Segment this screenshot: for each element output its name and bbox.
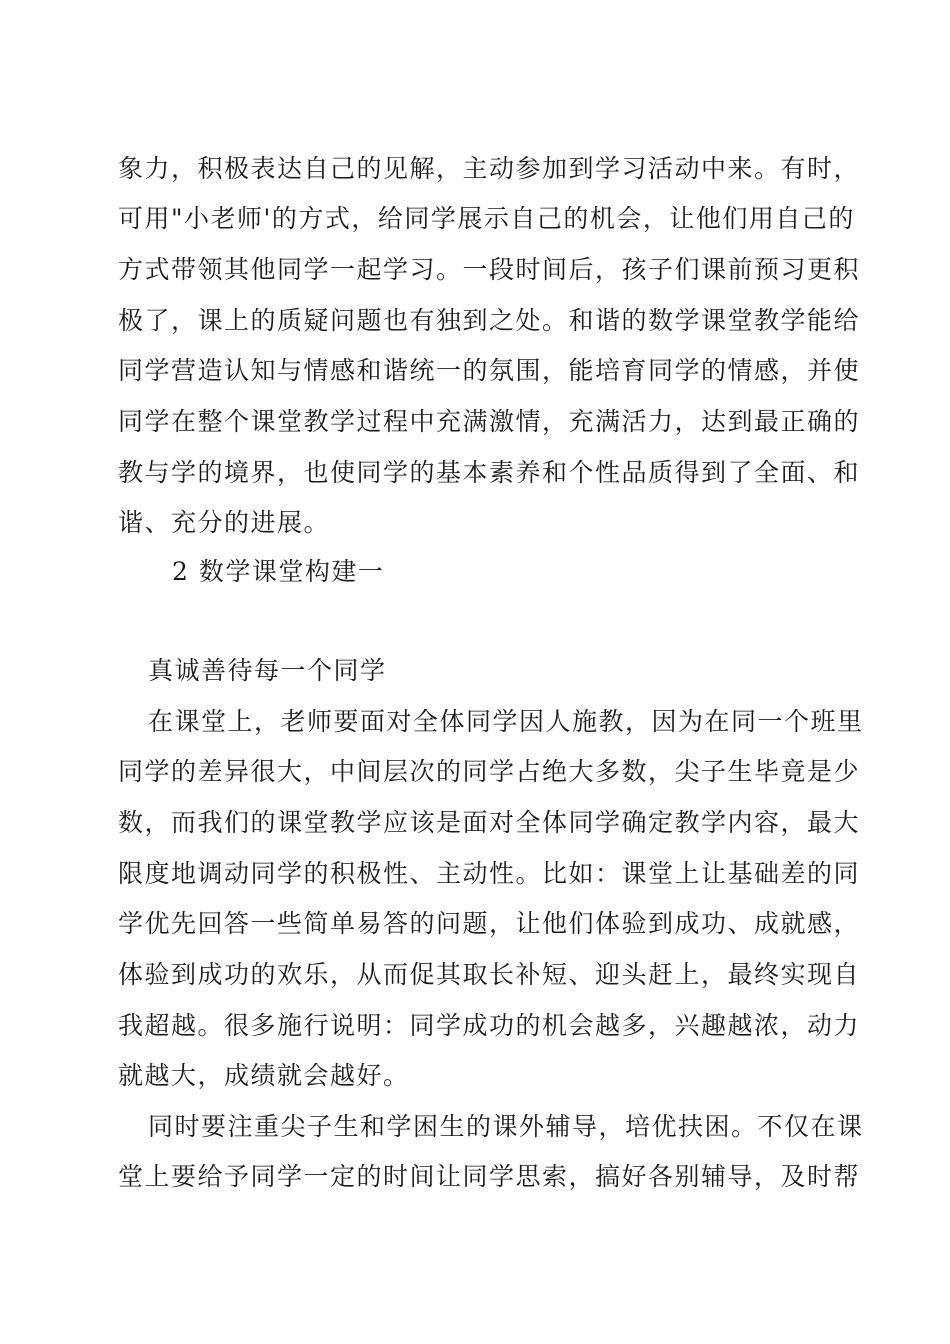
- text-line: 象力，积极表达自己的见解，主动参加到学习活动中来。有时，: [118, 154, 861, 183]
- text-line: 堂上要给予同学一定的时间让同学思索，搞好各别辅导，及时帮: [118, 1162, 861, 1191]
- text-line: 教与学的境界，也使同学的基本素养和个性品质得到了全面、和: [118, 458, 861, 487]
- text-line: 体验到成功的欢乐，从而促其取长补短、迎头赶上，最终实现自: [118, 960, 861, 989]
- text-line: 在课堂上，老师要面对全体同学因人施教，因为在同一个班里: [148, 707, 864, 736]
- text-line: 方式带领其他同学一起学习。一段时间后，孩子们课前预习更积: [118, 255, 861, 284]
- text-line: 学优先回答一些简单易答的问题，让他们体验到成功、成就感，: [118, 909, 861, 938]
- text-line: 极了，课上的质疑问题也有独到之处。和谐的数学课堂教学能给: [118, 306, 861, 335]
- text-line: 同学营造认知与情感和谐统一的氛围，能培育同学的情感，并使: [118, 356, 861, 385]
- text-line: 同学的差异很大，中间层次的同学占绝大多数，尖子生毕竟是少: [118, 757, 861, 786]
- text-line: 就越大，成绩就会越好。: [118, 1061, 410, 1090]
- text-line: 同时要注重尖子生和学困生的课外辅导，培优扶困。不仅在课: [148, 1112, 864, 1141]
- text-line: 可用"小老师'的方式，给同学展示自己的机会，让他们用自己的: [118, 204, 855, 233]
- text-line: 限度地调动同学的积极性、主动性。比如：课堂上让基础差的同: [118, 859, 861, 888]
- section-heading: 2 数学课堂构建一: [172, 557, 385, 586]
- text-line: 谐、充分的进展。: [118, 508, 331, 537]
- text-line: 数，而我们的课堂教学应该是面对全体同学确定教学内容，最大: [118, 808, 861, 837]
- text-line: 我超越。很多施行说明：同学成功的机会越多，兴趣越浓，动力: [118, 1011, 861, 1040]
- subheading: 真诚善待每一个同学: [148, 656, 387, 685]
- text-line: 同学在整个课堂教学过程中充满激情，充满活力，达到最正确的: [118, 407, 861, 436]
